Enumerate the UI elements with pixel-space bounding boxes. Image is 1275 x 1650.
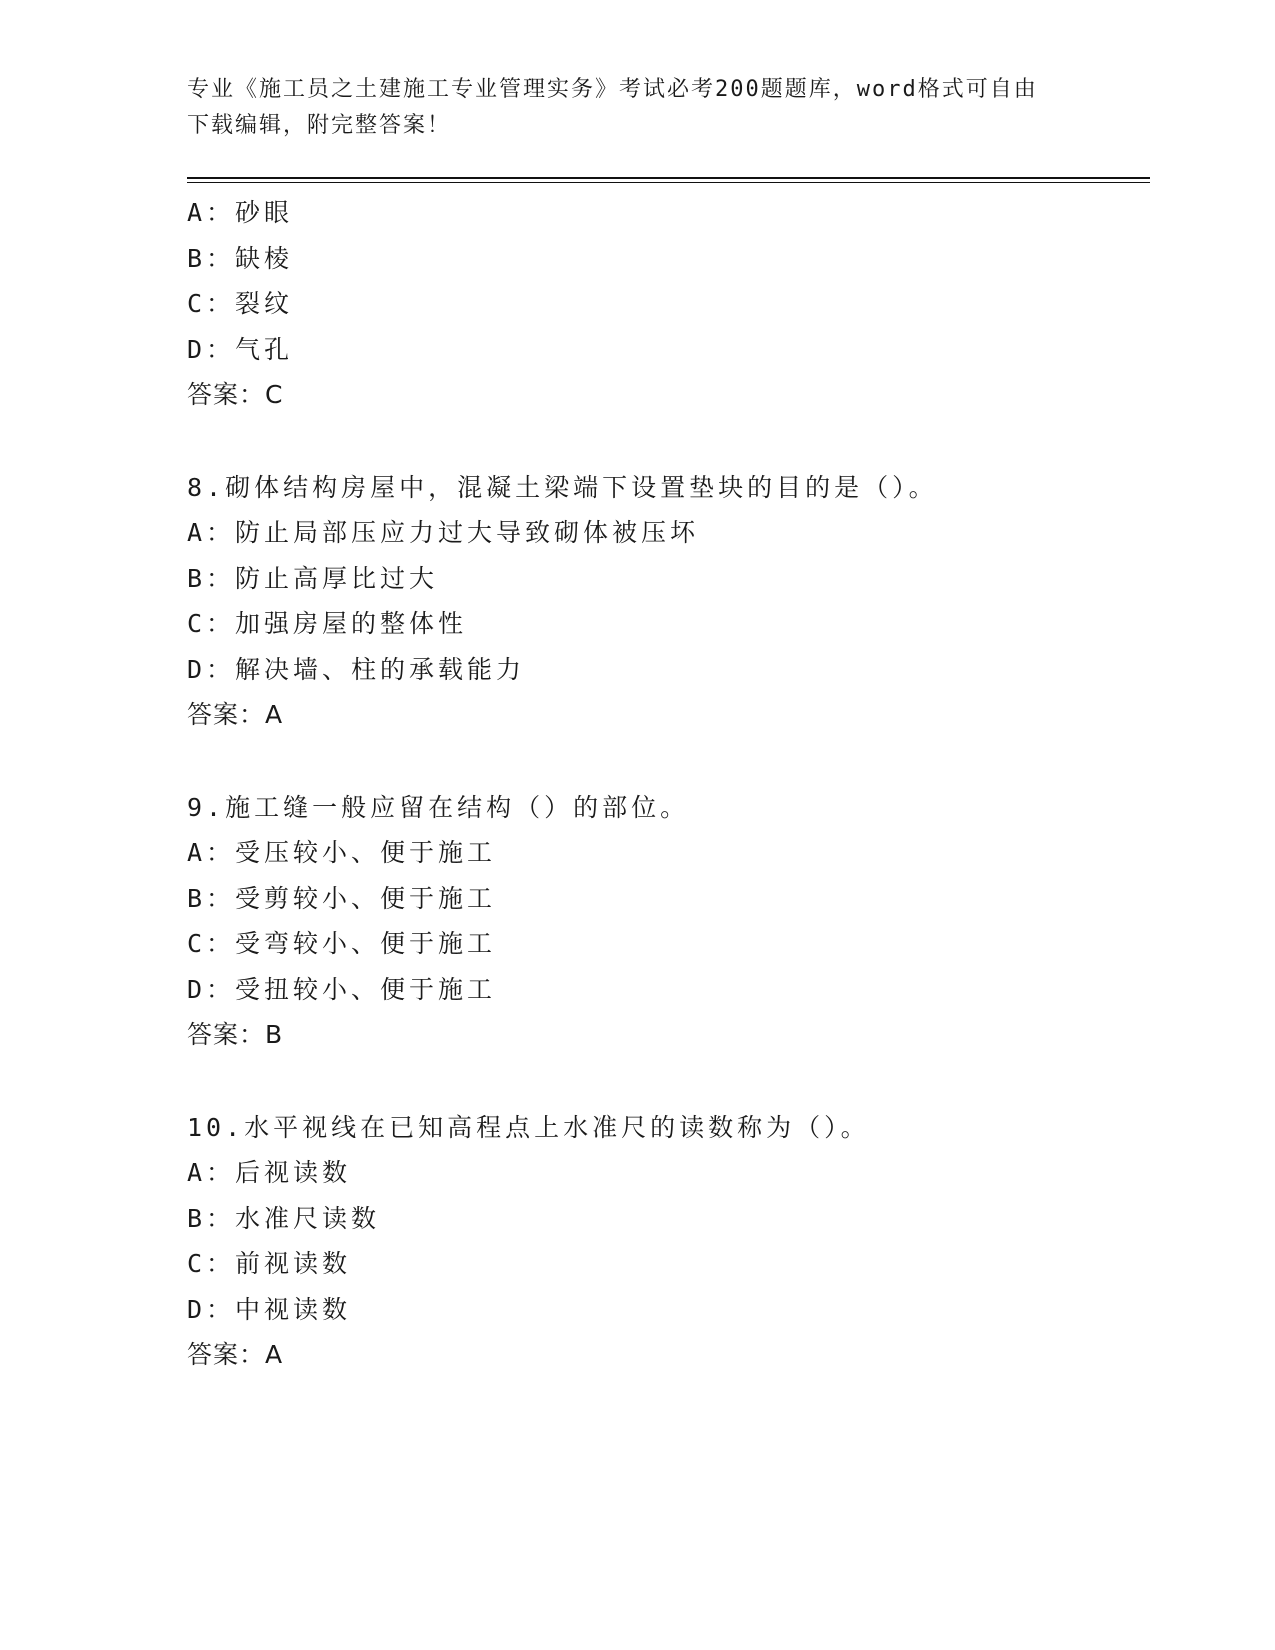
option-d: D：中视读数: [187, 1294, 352, 1324]
header-line-1: 专业《施工员之土建施工专业管理实务》考试必考200题题库，word格式可自由: [187, 77, 1038, 102]
question-stem: 10.水平视线在已知高程点上水准尺的读数称为（）。: [187, 1112, 870, 1142]
question-block-8: [187, 465, 1147, 738]
spacer: [187, 418, 1147, 465]
option-c: C：加强房屋的整体性: [187, 609, 468, 638]
spacer: [187, 1058, 1147, 1105]
option-d: D：受扭较小、便于施工: [187, 974, 497, 1004]
option-d: D：解决墙、柱的承载能力: [187, 654, 526, 684]
option-a: A：受压较小、便于施工: [187, 838, 497, 867]
document-header: [187, 72, 1087, 144]
question-block-10: [187, 1105, 1147, 1378]
answer-line: 答案：C: [187, 380, 284, 409]
question-block-9: [187, 785, 1147, 1058]
option-b: B：防止高厚比过大: [187, 563, 439, 593]
question-stem: 8.砌体结构房屋中，混凝土梁端下设置垫块的目的是（）。: [187, 472, 938, 502]
answer-line: 答案：A: [187, 700, 284, 729]
option-b: B：缺棱: [187, 243, 294, 273]
option-a: A：后视读数: [187, 1158, 352, 1187]
option-a: A：防止局部压应力过大导致砌体被压坏: [187, 518, 700, 547]
header-divider-thick: [187, 177, 1150, 179]
question-list: [187, 190, 1147, 1378]
option-c: C：受弯较小、便于施工: [187, 929, 497, 958]
option-d: D：气孔: [187, 334, 294, 364]
header-line-2: 下载编辑，附完整答案！: [187, 113, 452, 138]
option-c: C：裂纹: [187, 289, 294, 318]
header-divider-thin: [187, 182, 1150, 183]
answer-line: 答案：B: [187, 1020, 284, 1049]
option-b: B：水准尺读数: [187, 1203, 381, 1233]
spacer: [187, 738, 1147, 785]
option-a: A：砂眼: [187, 198, 294, 227]
question-block-continued: [187, 190, 1147, 418]
option-b: B：受剪较小、便于施工: [187, 883, 497, 913]
answer-line: 答案：A: [187, 1340, 284, 1369]
question-stem: 9.施工缝一般应留在结构（）的部位。: [187, 792, 690, 822]
option-c: C：前视读数: [187, 1249, 352, 1278]
